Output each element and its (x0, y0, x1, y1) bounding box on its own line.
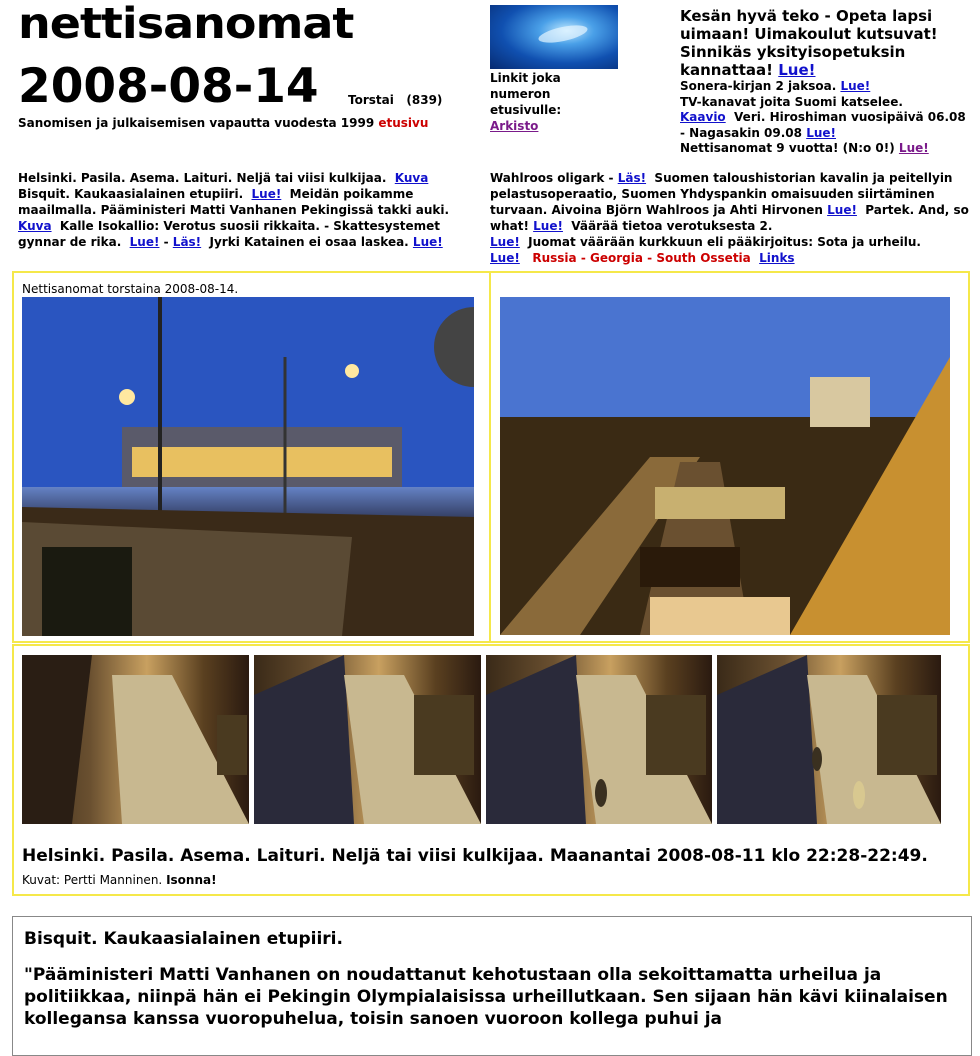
sonera-read-link[interactable]: Lue! (840, 79, 871, 93)
archive-block (490, 70, 580, 134)
read-link[interactable]: Lue! (533, 219, 563, 233)
news-left-column (18, 170, 468, 250)
news-text: Suomen taloushistorian kavalin ja peitellyin pelastusoperaatio, Suomen Yhdyspankin omaisuuden siirtäminen turvaan. Aivoina Björn Wahlroos ja Ahti Hirvonen (490, 171, 953, 217)
read-link[interactable]: Lue! (490, 235, 520, 249)
enlarge-text: Isonna! (166, 873, 217, 887)
news-right-column (490, 170, 970, 266)
archive-link[interactable]: Arkisto (490, 119, 539, 133)
news-text: Väärää tietoa verotuksesta 2. (571, 219, 773, 233)
read-link[interactable]: Lue! (490, 251, 520, 265)
tagline-text: Sanomisen ja julkaisemisen vapautta vuodesta 1999 (18, 116, 375, 130)
weekday-issue (348, 93, 442, 107)
read-link[interactable]: Lue! (251, 187, 282, 201)
news-text: Partek. And, so what! (490, 203, 969, 233)
caption-text: Helsinki. Pasila. Asema. Laituri. Neljä tai viisi kulkijaa. Maanantai 2008-08-11 klo 22:28-22:49. (22, 846, 928, 866)
credit-text: Kuvat: Pertti Manninen. (22, 873, 163, 887)
news-text: Juomat väärään kurkkuun eli pääkirjoitus: Sota ja urheilu. (528, 235, 921, 249)
home-link[interactable]: etusivu (378, 116, 429, 130)
news-text: Helsinki. Pasila. Asema. Laituri. Neljä tai viisi kulkijaa. (18, 171, 387, 185)
hiroshima-read-link[interactable]: Lue! (806, 125, 836, 140)
issue-date: 2008-08-14 (18, 59, 319, 114)
read-swedish-link[interactable]: Läs! (617, 171, 647, 185)
hiroshima-text: Veri. Hiroshiman vuosipäivä 06.08 - Nagasakin 09.08 (680, 110, 966, 140)
archive-text: Linkit joka numeron etusivulle: (490, 71, 562, 117)
station-bridge-photo[interactable] (22, 297, 474, 636)
photo-link[interactable]: Kuva (18, 219, 52, 233)
read-link[interactable]: Lue! (129, 235, 160, 249)
photo-caption-small: Nettisanomat torstaina 2008-08-14. (22, 282, 239, 296)
photo-credit (22, 873, 217, 887)
links-link[interactable]: Links (759, 251, 795, 265)
anniversary-read-link[interactable]: Lue! (898, 141, 929, 156)
news-text: Jyrki Katainen ei osaa laskea. (209, 235, 409, 249)
sonera-text: Sonera-kirjan 2 jaksoa. (680, 79, 837, 93)
news-text: Wahlroos oligark - (490, 171, 614, 185)
issue-number: (839) (406, 93, 443, 107)
station-platforms-photo[interactable] (500, 297, 950, 635)
photo-caption-main (22, 845, 952, 892)
south-ossetia-link[interactable]: South Ossetia (656, 251, 751, 265)
weekday: Torstai (348, 93, 394, 107)
read-link[interactable]: Lue! (827, 203, 857, 217)
swim-read-link[interactable]: Lue! (778, 61, 816, 79)
tagline (18, 116, 428, 130)
tv-text: TV-kanavat joita Suomi katselee. (680, 94, 903, 109)
separator: - (580, 251, 586, 265)
platform-photo-2[interactable] (254, 655, 481, 824)
photo-link[interactable]: Kuva (394, 171, 429, 185)
platform-photo-1[interactable] (22, 655, 249, 824)
swimming-thumbnail[interactable] (490, 5, 618, 69)
separator: - (163, 235, 169, 249)
read-swedish-link[interactable]: Läs! (172, 235, 202, 249)
site-title: nettisanomat (18, 0, 354, 49)
read-link[interactable]: Lue! (412, 235, 443, 249)
georgia-link[interactable]: Georgia (590, 251, 643, 265)
news-text: Kalle Isokallio: Verotus suosii rikkaita. - Skattesystemet gynnar de rika. (18, 219, 440, 249)
platform-photo-3[interactable] (486, 655, 712, 824)
article-body: "Pääministeri Matti Vanhanen on noudattanut kehotustaan olla sekoittamatta urheilua ja politiikkaa, niinpä hän ei Pekingin Olympialaisissa urheillutkaan. Sen sijaan hän kävi kiinalaisen kollegansa kanssa vuoropuhelua, toisin sanoen vuoroon kollega puhui ja (24, 965, 948, 1029)
anniversary-text: Nettisanomat 9 vuotta! (N:o 0!) (680, 141, 895, 156)
russia-link[interactable]: Russia (532, 251, 577, 265)
right-news-block (680, 7, 970, 157)
photo-divider (489, 271, 491, 643)
news-text: Meidän poikamme maailmalla. Pääministeri Matti Vanhanen Pekingissä takki auki. (18, 187, 450, 217)
swim-headline: Kesän hyvä teko - Opeta lapsi uimaan! Uimakoulut kutsuvat! Sinnikäs yksityisopetuksin kannattaa! (680, 7, 938, 79)
separator: - (647, 251, 653, 265)
platform-photo-4[interactable] (717, 655, 941, 824)
news-text: Bisquit. Kaukaasialainen etupiiri. (18, 187, 244, 201)
chart-link[interactable]: Kaavio (680, 110, 726, 125)
article-title: Bisquit. Kaukaasialainen etupiiri. (24, 929, 343, 949)
